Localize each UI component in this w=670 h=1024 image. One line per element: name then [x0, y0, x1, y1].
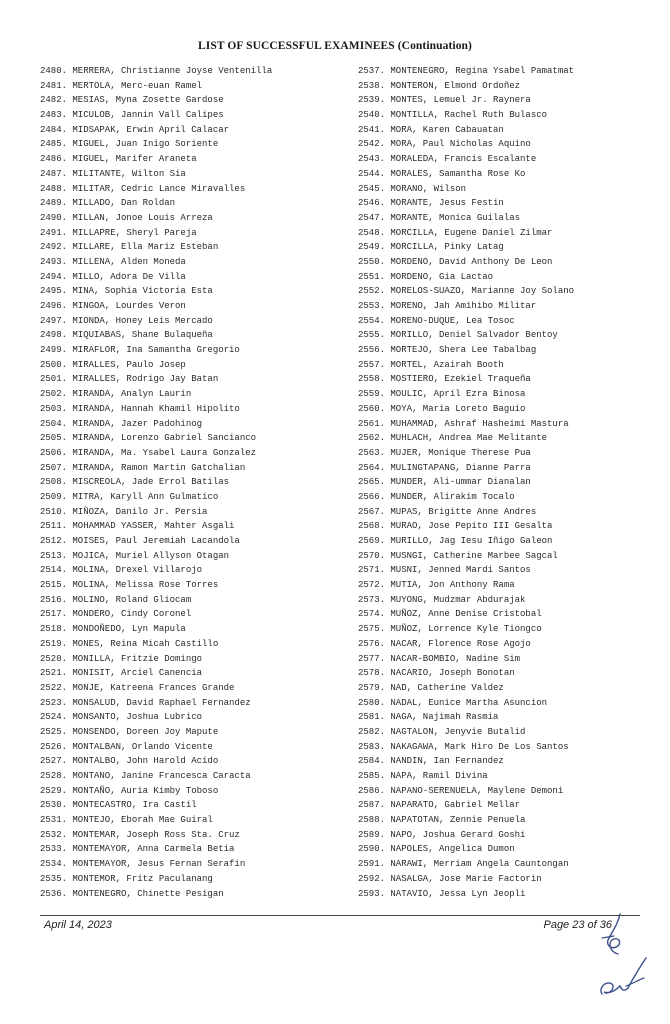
list-item: 2488. MILITAR, Cedric Lance Miravalles — [40, 183, 246, 194]
list-item: 2583. NAKAGAWA, Mark Hiro De Los Santos — [358, 741, 569, 752]
list-item: 2579. NAD, Catherine Valdez — [358, 682, 504, 693]
list-item: 2517. MONDERO, Cindy Coronel — [40, 609, 192, 620]
list-item: 2507. MIRANDA, Ramon Martin Gatchalian — [40, 462, 246, 473]
list-item: 2536. MONTENEGRO, Chinette Pesigan — [40, 888, 224, 899]
list-item: 2486. MIGUEL, Marifer Araneta — [40, 154, 197, 165]
list-item: 2525. MONSENDO, Doreen Joy Mapute — [40, 726, 219, 737]
list-item: 2518. MONDOÑEDO, Lyn Mapula — [40, 624, 186, 635]
list-item: 2491. MILLAPRE, Sheryl Pareja — [40, 227, 197, 238]
list-item: 2559. MOULIC, April Ezra Binosa — [358, 389, 526, 400]
list-item: 2551. MORDENO, Gia Lactao — [358, 271, 494, 282]
list-item: 2540. MONTILLA, Rachel Ruth Bulasco — [358, 110, 548, 121]
list-item: 2588. NAPATOTAN, Zennie Penuela — [358, 815, 526, 826]
list-item: 2552. MORELOS-SUAZO, Marianne Joy Solano — [358, 286, 575, 297]
list-item: 2542. MORA, Paul Nicholas Aquino — [358, 139, 531, 150]
list-item: 2481. MERTOLA, Merc-euan Ramel — [40, 80, 203, 91]
list-item: 2522. MONJE, Katreena Frances Grande — [40, 682, 235, 693]
list-item: 2590. NAPOLES, Angelica Dumon — [358, 844, 515, 855]
list-item: 2495. MINA, Sophia Victoria Esta — [40, 286, 213, 297]
list-item: 2581. NAGA, Najimah Rasmia — [358, 712, 499, 723]
list-item: 2543. MORALEDA, Francis Escalante — [358, 154, 537, 165]
list-item: 2513. MOJICA, Muriel Allyson Otagan — [40, 550, 230, 561]
list-item: 2493. MILLENA, Alden Moneda — [40, 256, 186, 267]
footer-page-number: Page 23 of 36 — [543, 919, 612, 931]
left-column — [40, 64, 340, 901]
list-item: 2501. MIRALLES, Rodrigo Jay Batan — [40, 374, 219, 385]
list-item: 2548. MORCILLA, Eugene Daniel Zilmar — [358, 227, 553, 238]
list-item: 2533. MONTEMAYOR, Anna Carmela Betia — [40, 844, 235, 855]
list-item: 2530. MONTECASTRO, Ira Castil — [40, 800, 197, 811]
list-item: 2566. MUNDER, Alirakim Tocalo — [358, 491, 515, 502]
list-item: 2572. MUTIA, Jon Anthony Rama — [358, 580, 515, 591]
list-item: 2569. MURILLO, Jag Iesu Iñigo Galeon — [358, 536, 553, 546]
right-column — [358, 64, 658, 901]
list-item: 2502. MIRANDA, Analyn Laurin — [40, 389, 192, 400]
list-item: 2487. MILITANTE, Wilton Sia — [40, 168, 186, 179]
list-item: 2593. NATAVIO, Jessa Lyn Jeopli — [358, 888, 526, 899]
list-item: 2496. MINGOA, Lourdes Veron — [40, 301, 186, 311]
list-item: 2562. MUHLACH, Andrea Mae Melitante — [358, 433, 548, 444]
list-item: 2570. MUSNGI, Catherine Marbee Sagcal — [358, 550, 558, 561]
list-item: 2532. MONTEMAR, Joseph Ross Sta. Cruz — [40, 829, 240, 840]
list-item: 2515. MOLINA, Melissa Rose Torres — [40, 580, 219, 591]
list-item: 2574. MUÑOZ, Anne Denise Cristobal — [358, 609, 542, 620]
list-item: 2483. MICULOB, Jannin Vall Calipes — [40, 110, 224, 121]
list-item: 2519. MONES, Reina Micah Castillo — [40, 638, 219, 649]
list-item: 2531. MONTEJO, Eborah Mae Guiral — [40, 815, 213, 826]
list-item: 2539. MONTES, Lemuel Jr. Raynera — [358, 95, 531, 106]
list-item: 2592. NASALGA, Jose Marie Factorin — [358, 873, 542, 884]
list-item: 2568. MURAO, Jose Pepito III Gesalta — [358, 521, 553, 532]
list-item: 2547. MORANTE, Monica Guilalas — [358, 212, 521, 223]
list-item: 2485. MIGUEL, Juan Inigo Soriente — [40, 139, 219, 150]
list-item: 2584. NANDIN, Ian Fernandez — [358, 756, 504, 767]
list-item: 2556. MORTEJO, Shera Lee Tabalbag — [358, 345, 537, 356]
footer-divider — [40, 915, 640, 916]
list-item: 2482. MESIAS, Myna Zosette Gardose — [40, 95, 224, 106]
list-item: 2500. MIRALLES, Paulo Josep — [40, 359, 186, 370]
list-item: 2509. MITRA, Karyll Ann Gulmatico — [40, 491, 219, 502]
list-item: 2565. MUNDER, Ali-ummar Dianalan — [358, 477, 531, 488]
list-item: 2555. MORILLO, Deniel Salvador Bentoy — [358, 330, 558, 341]
list-item: 2544. MORALES, Samantha Rose Ko — [358, 168, 526, 179]
list-item: 2503. MIRANDA, Hannah Khamil Hipolito — [40, 403, 240, 414]
list-item: 2510. MIÑOZA, Danilo Jr. Persia — [40, 506, 208, 517]
list-item: 2557. MORTEL, Azairah Booth — [358, 359, 504, 370]
list-item: 2553. MORENO, Jah Amihibo Militar — [358, 301, 537, 311]
list-item: 2589. NAPO, Joshua Gerard Goshi — [358, 829, 526, 840]
list-item: 2545. MORANO, Wilson — [358, 183, 467, 194]
list-item: 2576. NACAR, Florence Rose Agojo — [358, 638, 531, 649]
list-item: 2560. MOYA, Maria Loreto Baguio — [358, 403, 526, 414]
list-item: 2541. MORA, Karen Cabauatan — [358, 124, 504, 135]
list-item: 2571. MUSNI, Jenned Mardi Santos — [358, 565, 531, 576]
list-item: 2586. NAPANO-SERENUELA, Maylene Demoni — [358, 785, 564, 796]
list-item: 2521. MONISIT, Arciel Canencia — [40, 668, 203, 679]
list-item: 2580. NADAL, Eunice Martha Asuncion — [358, 697, 548, 708]
list-item: 2489. MILLADO, Dan Roldan — [40, 198, 176, 209]
list-item: 2537. MONTENEGRO, Regina Ysabel Pamatmat — [358, 66, 575, 76]
list-item: 2505. MIRANDA, Lorenzo Gabriel Sancianco — [40, 433, 257, 444]
list-item: 2582. NAGTALON, Jenyvie Butalid — [358, 726, 526, 737]
list-item: 2499. MIRAFLOR, Ina Samantha Gregorio — [40, 345, 240, 356]
list-item: 2490. MILLAN, Jonoe Louis Arreza — [40, 212, 213, 223]
list-item: 2527. MONTALBO, John Harold Acido — [40, 756, 219, 767]
list-item: 2567. MUPAS, Brigitte Anne Andres — [358, 506, 537, 517]
list-item: 2484. MIDSAPAK, Erwin April Calacar — [40, 124, 230, 135]
list-item: 2573. MUYONG, Mudzmar Abdurajak — [358, 594, 526, 605]
list-item: 2563. MUJER, Monique Therese Pua — [358, 447, 531, 458]
list-item: 2524. MONSANTO, Joshua Lubrico — [40, 712, 203, 723]
list-item: 2529. MONTAÑO, Auria Kimby Toboso — [40, 785, 219, 796]
initials-mark — [596, 950, 656, 1006]
list-item: 2520. MONILLA, Fritzie Domingo — [40, 653, 203, 664]
list-item: 2564. MULINGTAPANG, Dianne Parra — [358, 462, 531, 473]
list-item: 2504. MIRANDA, Jazer Padohinog — [40, 418, 203, 429]
list-item: 2550. MORDENO, David Anthony De Leon — [358, 256, 553, 267]
list-item: 2575. MUÑOZ, Lorrence Kyle Tiongco — [358, 624, 542, 635]
list-item: 2578. NACARIO, Joseph Bonotan — [358, 668, 515, 679]
list-item: 2511. MOHAMMAD YASSER, Mahter Asgali — [40, 521, 235, 532]
list-item: 2516. MOLINO, Roland Gliocam — [40, 594, 192, 605]
list-item: 2497. MIONDA, Honey Leis Mercado — [40, 315, 213, 326]
list-item: 2523. MONSALUD, David Raphael Fernandez — [40, 697, 251, 708]
list-item: 2492. MILLARE, Ella Mariz Esteban — [40, 242, 219, 253]
list-item: 2577. NACAR-BOMBIO, Nadine Sim — [358, 653, 521, 664]
list-item: 2534. MONTEMAYOR, Jesus Fernan Serafin — [40, 859, 246, 870]
list-item: 2512. MOISES, Paul Jeremiah Lacandola — [40, 536, 240, 546]
list-item: 2538. MONTERON, Elmond Ordoñez — [358, 80, 521, 91]
list-item: 2508. MISCREOLA, Jade Errol Batilas — [40, 477, 230, 488]
page-title: LIST OF SUCCESSFUL EXAMINEES (Continuation) — [198, 40, 472, 52]
list-item: 2526. MONTALBAN, Orlando Vicente — [40, 741, 213, 752]
list-item: 2561. MUHAMMAD, Ashraf Hasheimi Mastura — [358, 418, 569, 429]
list-item: 2587. NAPARATO, Gabriel Mellar — [358, 800, 521, 811]
list-item: 2528. MONTANO, Janine Francesca Caracta — [40, 771, 251, 781]
list-item: 2591. NARAWI, Merriam Angela Cauntongan — [358, 859, 569, 870]
list-item: 2494. MILLO, Adora De Villa — [40, 271, 186, 282]
list-item: 2498. MIQUIABAS, Shane Bulaqueña — [40, 330, 213, 341]
list-item: 2585. NAPA, Ramil Divina — [358, 771, 488, 781]
list-item: 2480. MERRERA, Christianne Joyse Ventenilla — [40, 66, 273, 76]
list-item: 2554. MORENO-DUQUE, Lea Tosoc — [358, 315, 515, 326]
footer-date: April 14, 2023 — [44, 919, 112, 931]
list-item: 2514. MOLINA, Drexel Villarojo — [40, 565, 203, 576]
list-item: 2549. MORCILLA, Pinky Latag — [358, 242, 504, 253]
list-item: 2558. MOSTIERO, Ezekiel Traqueña — [358, 374, 531, 385]
list-item: 2535. MONTEMOR, Fritz Paculanang — [40, 873, 213, 884]
list-item: 2546. MORANTE, Jesus Festin — [358, 198, 504, 209]
list-item: 2506. MIRANDA, Ma. Ysabel Laura Gonzalez — [40, 447, 257, 458]
